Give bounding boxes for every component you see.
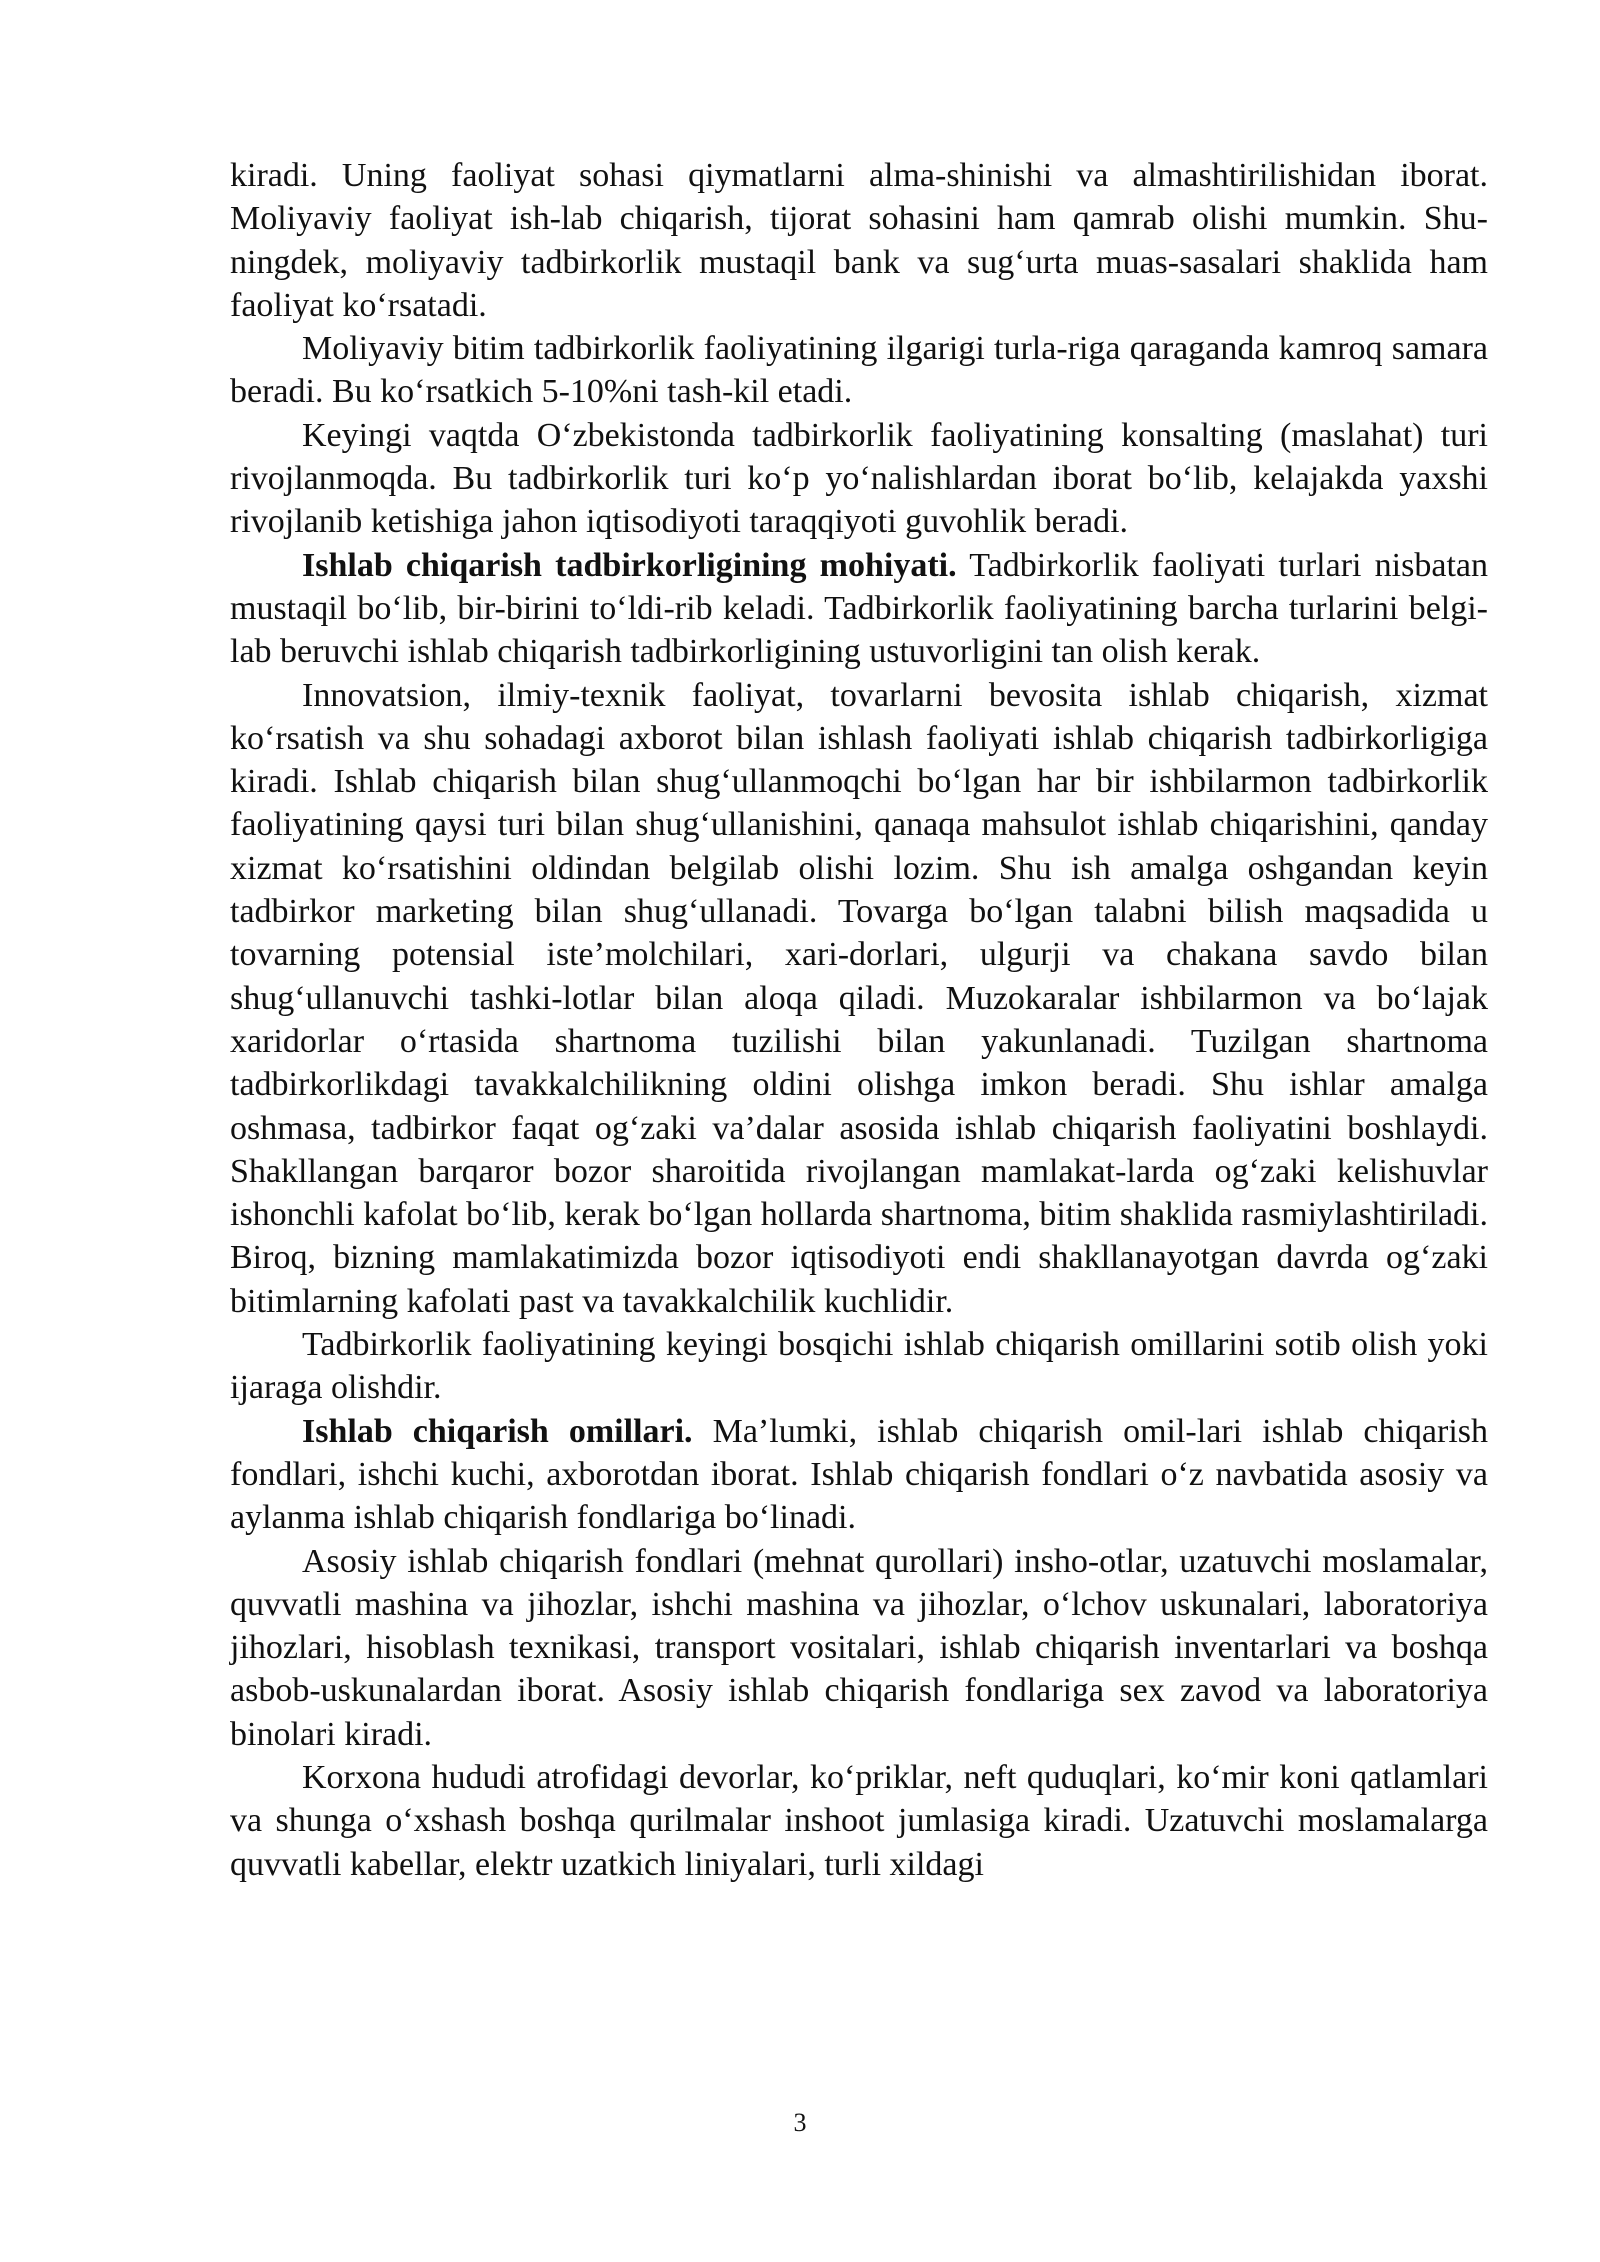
paragraph-text: Innovatsion, ilmiy-texnik faoliyat, tovarlarni bevosita ishlab chiqarish, xizmat ko‘rsatish va shu sohadagi axborot bilan ishlash faoliyati ishlab chiqarish tadbirkorligiga kiradi. Ishlab chiqarish bilan shug‘ullanmoqchi bo‘lgan har bir ishbilarmon tadbirkorlik faoliyatining qaysi turi bilan shug‘ullanishini, qanaqa mahsulot ishlab chiqarishini, qanday xizmat ko‘rsatishini oldindan belgilab olishi lozim. Shu ish amalga oshgandan keyin tadbirkor marketing bilan shug‘ullanadi. Tovarga bo‘lgan talabni bilish maqsadida u tovarning potensial iste’molchilari, xari-dorlari, ulgurji va chakana savdo bilan shug‘ullanuvchi tashki-lotlar bilan aloqa qiladi. Muzokaralar ishbilarmon va bo‘lajak xaridorlar o‘rtasida shartnoma tuzilishi bilan yakunlanadi. Tuzilgan shartnoma tadbirkorlikdagi tavakkalchilikning oldini olishga imkon beradi. Shu ishlar amalga oshmasa, tadbirkor faqat og‘zaki va’dalar asosida ishlab chiqarish faoliyatini boshlaydi. Shakllangan barqaror bozor sharoitida rivojlangan mamlakat-larda og‘zaki kelishuvlar ishonchli kafolat bo‘lib, kerak bo‘lgan hollarda shartnoma, bitim shaklida rasmiylashtiriladi. Biroq, bizning mamlakatimizda bozor iqtisodiyoti endi shakllanayotgan davrda og‘zaki bitimlarning kafolati past va tavakkalchilik kuchlidir. [230, 676, 1488, 1320]
paragraph-text: Tadbirkorlik faoliyati turlari nisbatan mustaqil bo‘lib, bir-birini to‘ldi-rib keladi. Tadbirkorlik faoliyatining barcha turlarini belgi-lab beruvchi ishlab chiqarish tadbirkorligining ustuvorligini tan olish kerak. [230, 546, 1488, 671]
paragraph-4 [230, 544, 1488, 674]
page-number: 3 [793, 2108, 807, 2137]
paragraph-text: Asosiy ishlab chiqarish fondlari (mehnat qurollari) insho-otlar, uzatuvchi moslamalar, quvvatli mashina va jihozlar, ishchi mashina va jihozlar, o‘lchov uskunalari, laboratoriya jihozlari, hisoblash texnikasi, transport vositalari, ishlab chiqarish inventarlari va boshqa asbob-uskunalardan iborat. Asosiy ishlab chiqarish fondlariga sex zavod va laboratoriya binolari kiradi. [230, 1542, 1488, 1753]
paragraph-9 [230, 1756, 1488, 1886]
paragraph-6 [230, 1323, 1488, 1410]
paragraph-3 [230, 414, 1488, 544]
paragraph-text: Korxona hududi atrofidagi devorlar, ko‘priklar, neft quduqlari, ko‘mir koni qatlamlari va shunga o‘xshash boshqa qurilmalar inshoot jumlasiga kiradi. Uzatuvchi moslamalarga quvvatli kabellar, elektr uzatkich liniyalari, turli xildagi [230, 1758, 1488, 1883]
paragraph-text: Tadbirkorlik faoliyatining keyingi bosqichi ishlab chiqarish omillarini sotib olish yoki ijaraga olishdir. [230, 1326, 1488, 1407]
body-text [230, 154, 1488, 1886]
paragraph-5 [230, 674, 1488, 1323]
paragraph-7 [230, 1410, 1488, 1540]
paragraph-text: Ma’lumki, ishlab chiqarish omil-lari ishlab chiqarish fondlari, ishchi kuchi, axborotdan iborat. Ishlab chiqarish fondlari o‘z navbatida asosiy va aylanma ishlab chiqarish fondlariga bo‘linadi. [230, 1412, 1488, 1537]
section-heading: Ishlab chiqarish tadbirkorligining mohiyati. [302, 546, 957, 584]
paragraph-text: kiradi. Uning faoliyat sohasi qiymatlarni alma-shinishi va almashtirilishidan iborat. Moliyaviy faoliyat ish-lab chiqarish, tijorat sohasini ham qamrab olishi mumkin. Shu-ningdek, moliyaviy tadbirkorlik mustaqil bank va sug‘urta muas-sasalari shaklida ham faoliyat ko‘rsatadi. [230, 157, 1488, 324]
paragraph-8 [230, 1540, 1488, 1756]
paragraph-text: Keyingi vaqtda O‘zbekistonda tadbirkorlik faoliyatining konsalting (maslahat) turi rivojlanmoqda. Bu tadbirkorlik turi ko‘p yo‘nalishlardan iborat bo‘lib, kelajakda yaxshi rivojlanib ketishiga jahon iqtisodiyoti taraqqiyoti guvohlik beradi. [230, 416, 1488, 541]
paragraph-text: Moliyaviy bitim tadbirkorlik faoliyatining ilgarigi turla-riga qaraganda kamroq samara beradi. Bu ko‘rsatkich 5-10%ni tash-kil etadi. [230, 330, 1488, 411]
section-heading: Ishlab chiqarish omillari. [302, 1412, 693, 1450]
paragraph-2 [230, 327, 1488, 414]
paragraph-1 [230, 154, 1488, 327]
